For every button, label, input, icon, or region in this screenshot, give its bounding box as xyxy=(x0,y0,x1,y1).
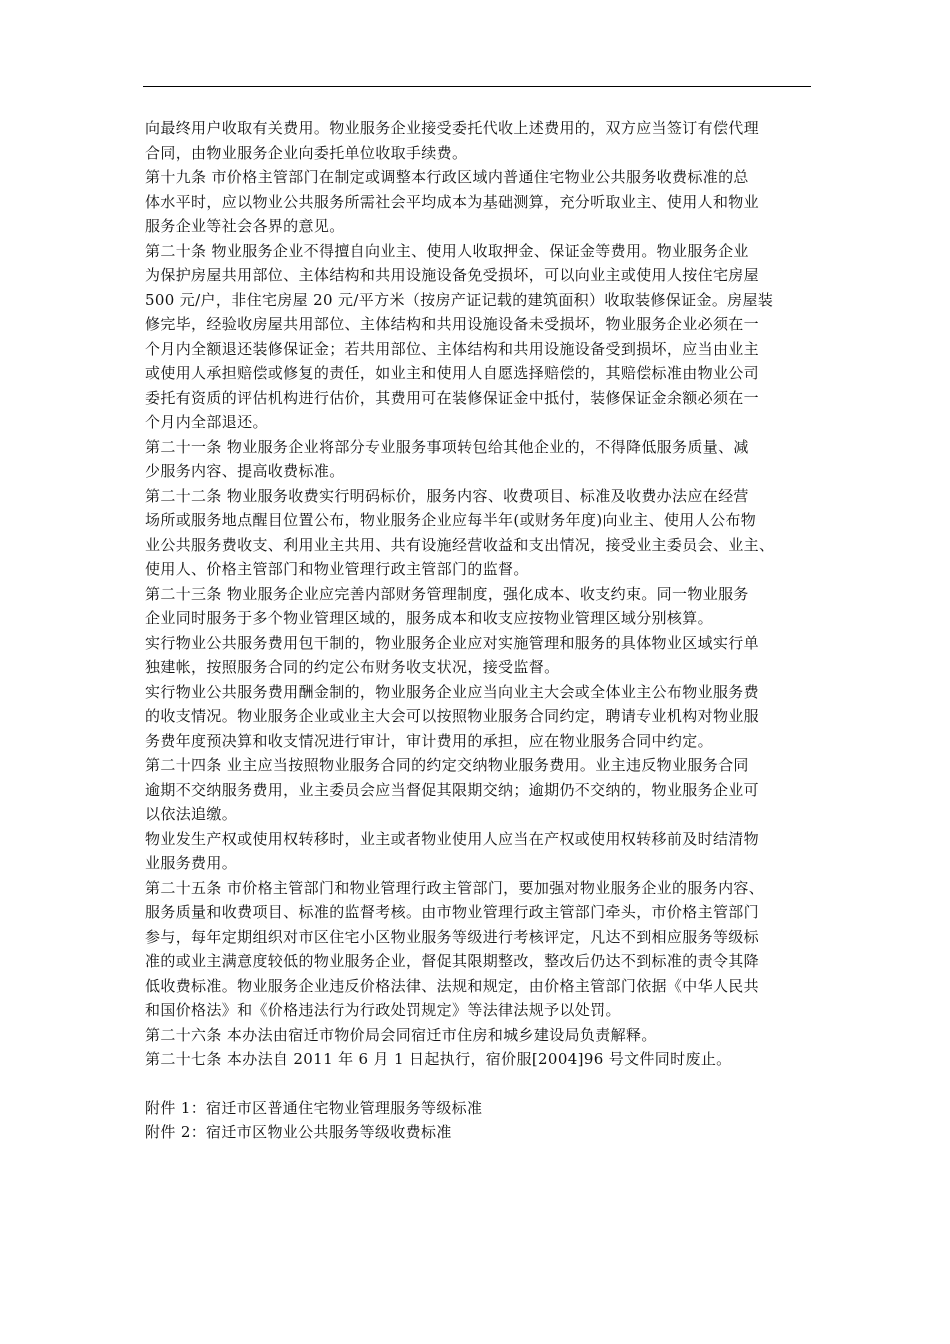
text-line: 第二十七条 本办法自 2011 年 6 月 1 日起执行，宿价服[2004]96 号文件同时废止。 xyxy=(145,1050,732,1068)
text-line: 参与，每年定期组织对市区住宅小区物业服务等级进行考核评定，凡达不到相应服务等级标 xyxy=(145,927,760,946)
text-line: 业公共服务费收支、利用业主共用、共有设施经营收益和支出情况，接受业主委员会、业主、 xyxy=(145,535,775,554)
text-line: 第二十四条 业主应当按照物业服务合同的约定交纳物业服务费用。业主违反物业服务合同 xyxy=(145,756,749,774)
text-line: 服务企业等社会各界的意见。 xyxy=(145,217,345,235)
text-line: 使用人、价格主管部门和物业管理行政主管部门的监督。 xyxy=(145,560,529,578)
text-line: 委托有资质的评估机构进行估价，其费用可在装修保证金中抵付，装修保证金余额必须在一 xyxy=(145,388,760,407)
text-line: 实行物业公共服务费用包干制的，物业服务企业应对实施管理和服务的具体物业区域实行单 xyxy=(145,633,760,652)
text-line: 第二十六条 本办法由宿迁市物价局会同宿迁市住房和城乡建设局负责解释。 xyxy=(145,1025,657,1044)
text-line: 业服务费用。 xyxy=(145,854,238,872)
text-line: 实行物业公共服务费用酬金制的，物业服务企业应当向业主大会或全体业主公布物业服务费 xyxy=(145,682,760,701)
text-line: 为保护房屋共用部位、主体结构和共用设施设备免受损坏，可以向业主或使用人按住宅房屋 xyxy=(145,266,760,284)
text-line: 体水平时，应以物业公共服务所需社会平均成本为基础测算，充分听取业主、使用人和物业 xyxy=(145,192,760,211)
document-body xyxy=(145,116,809,1145)
text-line: 第二十一条 物业服务企业将部分专业服务事项转包给其他企业的，不得降低服务质量、减 xyxy=(145,437,749,456)
attachment-line: 附件 2：宿迁市区物业公共服务等级收费标准 xyxy=(145,1123,452,1141)
attachment-line: 附件 1：宿迁市区普通住宅物业管理服务等级标准 xyxy=(145,1098,483,1117)
text-line: 第二十条 物业服务企业不得擅自向业主、使用人收取押金、保证金等费用。物业服务企业 xyxy=(145,241,749,260)
text-line: 准的或业主满意度较低的物业服务企业，督促其限期整改，整改后仍达不到标准的责令其降 xyxy=(145,952,760,970)
text-line: 服务质量和收费项目、标准的监督考核。由市物业管理行政主管部门牵头，市价格主管部门 xyxy=(145,903,760,921)
text-line: 和国价格法》和《价格违法行为行政处罚规定》等法律法规予以处罚。 xyxy=(145,1001,621,1019)
text-line: 物业发生产权或使用权转移时，业主或者物业使用人应当在产权或使用权转移前及时结清物 xyxy=(145,829,760,848)
text-line: 独建帐，按照服务合同的约定公布财务收支状况，接受监督。 xyxy=(145,658,560,676)
paragraph-gap xyxy=(145,1072,809,1096)
text-line: 第十九条 市价格主管部门在制定或调整本行政区域内普通住宅物业公共服务收费标准的总 xyxy=(145,168,749,186)
attachment-list xyxy=(145,1096,809,1145)
text-line: 或使用人承担赔偿或修复的责任，如业主和使用人自愿选择赔偿的，其赔偿标准由物业公司 xyxy=(145,364,760,382)
text-line: 企业同时服务于多个物业管理区域的，服务成本和收支应按物业管理区域分别核算。 xyxy=(145,609,713,627)
text-line: 低收费标准。物业服务企业违反价格法律、法规和规定，由价格主管部门依据《中华人民共 xyxy=(145,976,760,995)
text-line: 合同，由物业服务企业向委托单位收取手续费。 xyxy=(145,143,468,162)
text-line: 逾期不交纳服务费用，业主委员会应当督促其限期交纳；逾期仍不交纳的，物业服务企业可 xyxy=(145,780,760,799)
text-line: 第二十五条 市价格主管部门和物业管理行政主管部门，要加强对物业服务企业的服务内容、 xyxy=(145,878,765,897)
text-line: 500 元/户，非住宅房屋 20 元/平方米（按房产证记载的建筑面积）收取装修保证金。房屋装 xyxy=(145,290,774,309)
text-line: 个月内全部退还。 xyxy=(145,413,268,431)
text-line: 第二十二条 物业服务收费实行明码标价，服务内容、收费项目、标准及收费办法应在经营 xyxy=(145,486,749,505)
text-line: 的收支情况。物业服务企业或业主大会可以按照物业服务合同约定，聘请专业机构对物业服 xyxy=(145,707,760,725)
text-line: 向最终用户收取有关费用。物业服务企业接受委托代收上述费用的，双方应当签订有偿代理 xyxy=(145,119,760,137)
text-line: 修完毕，经验收房屋共用部位、主体结构和共用设施设备未受损坏，物业服务企业必须在一 xyxy=(145,315,760,333)
text-line: 以依法追缴。 xyxy=(145,805,238,823)
header-rule xyxy=(143,86,811,87)
text-line: 场所或服务地点醒目位置公布，物业服务企业应每半年(或财务年度)向业主、使用人公布物 xyxy=(145,511,757,529)
body-text xyxy=(145,116,809,1072)
text-line: 少服务内容、提高收费标准。 xyxy=(145,462,345,480)
text-line: 第二十三条 物业服务企业应完善内部财务管理制度，强化成本、收支约束。同一物业服务 xyxy=(145,584,749,603)
text-line: 务费年度预决算和收支情况进行审计，审计费用的承担，应在物业服务合同中约定。 xyxy=(145,731,713,750)
text-line: 个月内全额退还装修保证金；若共用部位、主体结构和共用设施设备受到损坏，应当由业主 xyxy=(145,339,760,358)
